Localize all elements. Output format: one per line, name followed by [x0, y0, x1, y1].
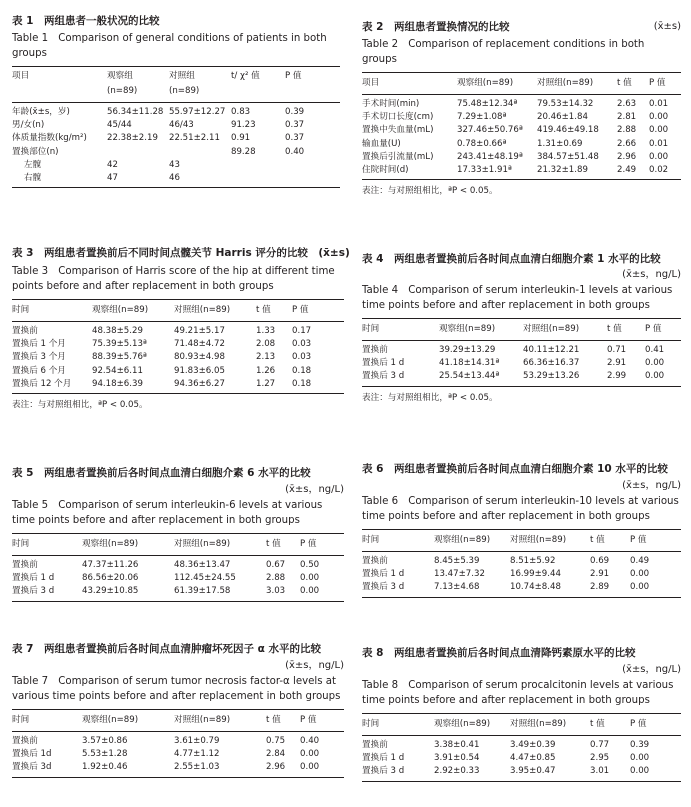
table-row [362, 568, 681, 581]
table-header-cell: 对照组(n=89) [174, 539, 231, 549]
table-cell: 0.00 [630, 753, 650, 764]
table-row [362, 752, 681, 765]
table-cell: 1.31±0.69 [537, 138, 583, 149]
table-cell: 0.00 [300, 762, 320, 773]
table-cell: 41.18±14.31ª [439, 358, 500, 369]
table-header-cell: 观察组(n=89) [82, 539, 139, 549]
table-6-caption-en: Table 6 Comparison of serum interleukin-10 levels at various time points before and after replacement in both groups [362, 496, 679, 522]
table-cell: 8.51±5.92 [510, 556, 556, 566]
table-note: 表注：与对照组相比，ªP < 0.05。 [362, 392, 498, 403]
table-cell: 0.41 [645, 345, 665, 355]
table-header-cell: 对照组(n=89) [174, 715, 231, 725]
table-cell: 2.84 [266, 749, 286, 760]
table-cell: 13.47±7.32 [434, 569, 485, 580]
table-row [362, 357, 681, 370]
table-cell: 3.57±0.86 [82, 736, 128, 746]
table-7-unit: (x̄±s，ng/L) [285, 660, 344, 671]
table-cell: 53.29±13.26 [523, 371, 580, 382]
table-header-cell: 对照组(n=89) [174, 305, 231, 315]
table-cell: 4.77±1.12 [174, 749, 220, 760]
table-cell: 7.13±4.68 [434, 582, 480, 593]
table-header-cell: 时间 [362, 535, 380, 545]
table-cell: 0.00 [630, 569, 650, 580]
table-3-caption-cn: 表 3 两组患者置换前后不同时间点髋关节 Harris 评分的比较 (x̄±s) [12, 247, 350, 259]
table-row [362, 552, 681, 568]
table-cell: 2.95 [590, 753, 610, 764]
table-header-cell: 时间 [362, 719, 380, 729]
table-cell: 0.00 [300, 749, 320, 760]
table-cell: 0.00 [645, 371, 665, 382]
table-cell: 2.99 [607, 371, 627, 382]
table-cell: 4.47±0.85 [510, 753, 556, 764]
table-cell: 0.18 [292, 378, 312, 389]
table-cell: 75.39±5.13ª [92, 339, 147, 350]
table-cell: 置换后 3 个月 [12, 352, 66, 363]
table-cell: 112.45±24.55 [174, 573, 236, 584]
table-8 [362, 646, 681, 782]
table-header-row [362, 530, 681, 551]
table-cell: 21.32±1.89 [537, 165, 588, 176]
table-cell: 0.69 [590, 556, 610, 566]
table-header-cell: t 值 [256, 305, 271, 315]
table-header-cell: 观察组(n=89) [457, 78, 514, 88]
table-cell: 2.63 [617, 99, 637, 109]
table-row [12, 338, 344, 351]
table-cell: 0.78±0.66ª [457, 138, 507, 149]
table-4-unit: (x̄±s，ng/L) [622, 269, 681, 280]
table-header-cell: 时间 [12, 539, 30, 549]
table-cell: 置换中失血量(mL) [362, 125, 434, 136]
table-cell: 0.00 [630, 766, 650, 777]
table-6 [362, 462, 681, 598]
table-cell: 80.93±4.98 [174, 352, 225, 363]
table-cell: 置换后 3d [12, 762, 52, 773]
table-cell: 2.96 [266, 762, 286, 773]
table-cell: 0.00 [300, 573, 320, 584]
table-7-caption-en: Table 7 Comparison of serum tumor necrosis factor-α levels at various time points before and after replacement in both groups [12, 676, 341, 702]
table-cell: 2.96 [617, 151, 637, 162]
table-row [12, 119, 340, 132]
table-row [362, 111, 681, 124]
table-cell: 住院时间(d) [362, 165, 409, 176]
table-cell [169, 146, 231, 159]
table-cell: 手术切口长度(cm) [362, 112, 434, 123]
table-cell: 384.57±51.48 [537, 151, 599, 162]
table-cell: 47.37±11.26 [82, 560, 139, 570]
table-cell: 2.49 [617, 165, 637, 176]
table-header-cell: P 值 [292, 305, 309, 315]
table-cell: 2.08 [256, 339, 276, 350]
table-7-caption-cn: 表 7 两组患者置换前后各时间点血清肿瘤坏死因子 α 水平的比较 [12, 643, 321, 655]
table-header-cell: 观察组(n=89) [434, 719, 491, 729]
table-cell: 0.40 [285, 146, 305, 157]
table-cell: 22.51±2.11 [169, 133, 220, 144]
table-cell: 0.00 [649, 151, 669, 162]
table-row [12, 556, 344, 572]
table-header-row [12, 534, 344, 555]
table-note: 表注：与对照组相比，ªP < 0.05。 [12, 400, 148, 411]
table-cell: 0.00 [649, 125, 669, 136]
table-cell: 0.75 [266, 736, 286, 746]
table-cell: 0.03 [292, 352, 312, 363]
table-header-cell: 观察组(n=89) [82, 715, 139, 725]
table-cell: 243.41±48.19ª [457, 151, 523, 162]
table-header-cell: P 值 [645, 324, 662, 334]
table-row [12, 132, 340, 145]
table-8-caption-en: Table 8 Comparison of serum procalcitonin levels at various time points before and after replacement in both groups [362, 680, 674, 706]
table-cell: 0.83 [231, 107, 251, 117]
table-cell: 0.00 [649, 112, 669, 123]
table-cell: 43.29±10.85 [82, 586, 139, 597]
table-header-cell: 对照组(n=89) [537, 78, 594, 88]
table-5-caption-en: Table 5 Comparison of serum interleukin-6 levels at various time points before and after replacement in both groups [12, 500, 323, 526]
table-header-row [12, 710, 344, 731]
table-header-row [12, 67, 340, 102]
table-cell: 8.45±5.39 [434, 556, 480, 566]
table-cell: 45/44 [107, 120, 132, 131]
table-header-cell: 观察组(n=89) [92, 305, 149, 315]
table-cell: 置换后 12 个月 [12, 378, 72, 389]
table-1 [12, 14, 340, 188]
table-cell: 2.81 [617, 112, 637, 123]
table-row [12, 365, 344, 378]
table-cell: 输血量(U) [362, 138, 401, 149]
table-note: 表注：与对照组相比，ªP < 0.05。 [362, 186, 498, 197]
table-cell: 61.39±17.58 [174, 586, 231, 597]
table-row [12, 585, 344, 600]
table-cell: 2.88 [617, 125, 637, 136]
table-cell: 2.89 [590, 582, 610, 593]
table-row [12, 572, 344, 585]
table-cell: 17.33±1.91ª [457, 165, 512, 176]
table-header-cell: 观察组 (n=89) [107, 71, 138, 96]
table-cell: 94.36±6.27 [174, 378, 225, 389]
table-row [362, 138, 681, 151]
table-cell: 3.01 [590, 766, 610, 777]
table-row [362, 370, 681, 385]
table-header-cell: P 值 [649, 78, 666, 88]
table-cell: 5.53±1.28 [82, 749, 128, 760]
table-cell: 体质量指数(kg/m²) [12, 133, 87, 144]
table-cell [285, 159, 315, 172]
table-cell: 46/43 [169, 120, 194, 131]
table-cell: 置换后 6 个月 [12, 365, 66, 376]
table-cell: 0.40 [300, 736, 320, 746]
table-header-cell: 观察组(n=89) [439, 324, 496, 334]
table-cell: 置换部位(n) [12, 146, 59, 157]
table-header-cell: 对照组(n=89) [510, 719, 567, 729]
table-row [362, 581, 681, 596]
table-cell: 0.02 [649, 165, 669, 176]
table-cell: 置换后 3 d [362, 582, 405, 593]
table-cell: 56.34±11.28 [107, 107, 164, 117]
table-cell: 47 [107, 173, 118, 184]
table-cell: 66.36±16.37 [523, 358, 580, 369]
table-cell: 手术时间(min) [362, 99, 420, 109]
table-cell: 0.00 [300, 586, 320, 597]
table-cell: 0.71 [607, 345, 627, 355]
table-row [12, 732, 344, 748]
table-cell: 88.39±5.76ª [92, 352, 147, 363]
table-cell: 年龄(x̄±s，岁) [12, 107, 70, 117]
table-cell: 0.18 [292, 365, 312, 376]
table-cell: 2.55±1.03 [174, 762, 220, 773]
table-cell: 男/女(n) [12, 120, 45, 131]
table-cell: 左髋 [24, 159, 42, 170]
table-row [362, 95, 681, 111]
table-cell: 46 [169, 173, 180, 184]
table-6-caption-cn: 表 6 两组患者置换前后各时间点血清白细胞介素 10 水平的比较 [362, 463, 668, 475]
table-cell: 0.77 [590, 740, 610, 750]
table-cell: 1.27 [256, 378, 276, 389]
table-header-cell: P 值 [630, 535, 647, 545]
table-6-unit: (x̄±s，ng/L) [622, 480, 681, 491]
table-cell: 0.50 [300, 560, 320, 570]
table-4 [362, 252, 681, 405]
table-1-caption-en: Table 1 Comparison of general conditions of patients in both groups [12, 33, 327, 59]
table-cell: 右髋 [24, 173, 42, 184]
table-header-cell: 对照组(n=89) [510, 535, 567, 545]
table-cell [285, 172, 315, 185]
table-header-row [362, 73, 681, 94]
table-cell: 22.38±2.19 [107, 133, 158, 144]
table-header-row [362, 714, 681, 735]
table-cell: 1.33 [256, 326, 276, 336]
table-cell: 75.48±12.34ª [457, 99, 518, 109]
table-2-unit: (x̄±s) [653, 21, 681, 32]
table-cell: 89.28 [231, 146, 256, 157]
table-cell: 42 [107, 159, 118, 170]
table-cell: 3.49±0.39 [510, 740, 556, 750]
table-8-unit: (x̄±s，ng/L) [622, 664, 681, 675]
table-cell: 0.49 [630, 556, 650, 566]
table-header-row [362, 319, 681, 340]
table-cell: 43 [169, 159, 180, 170]
table-cell: 2.91 [590, 569, 610, 580]
table-cell: 10.74±8.48 [510, 582, 561, 593]
table-cell: 0.01 [649, 99, 669, 109]
table-row [12, 159, 340, 172]
table-header-cell: P 值 [300, 539, 317, 549]
table-1-caption-cn: 表 1 两组患者一般状况的比较 [12, 15, 160, 27]
table-cell: 置换后 1 d [362, 753, 405, 764]
table-cell: 25.54±13.44ª [439, 371, 500, 382]
table-row [12, 761, 344, 776]
table-cell: 置换后 1 d [362, 358, 405, 369]
table-row [12, 146, 340, 159]
table-header-cell: 项目 [362, 78, 380, 88]
table-cell: 2.13 [256, 352, 276, 363]
table-cell: 置换前 [362, 740, 388, 750]
table-cell: 79.53±14.32 [537, 99, 594, 109]
table-cell: 0.03 [292, 339, 312, 350]
table-2-caption-en: Table 2 Comparison of replacement conditions in both groups [362, 39, 645, 65]
table-cell: 55.97±12.27 [169, 107, 226, 117]
table-cell: 置换前 [12, 326, 38, 336]
table-3 [12, 246, 350, 412]
table-row [362, 151, 681, 164]
table-cell: 3.91±0.54 [434, 753, 480, 764]
table-row [12, 172, 340, 187]
table-cell: 置换后 1d [12, 749, 52, 760]
table-header-cell: t 值 [617, 78, 632, 88]
table-cell: 置换后 1 d [362, 569, 405, 580]
table-cell: 2.66 [617, 138, 637, 149]
table-cell: 7.29±1.08ª [457, 112, 507, 123]
table-cell: 3.38±0.41 [434, 740, 480, 750]
table-cell: 49.21±5.17 [174, 326, 225, 336]
table-row [12, 103, 340, 119]
table-header-cell: 时间 [12, 305, 30, 315]
table-header-cell: 时间 [362, 324, 380, 334]
table-header-cell: P 值 [630, 719, 647, 729]
table-8-caption-cn: 表 8 两组患者置换前后各时间点血清降钙素原水平的比较 [362, 647, 636, 659]
table-cell: 3.03 [266, 586, 286, 597]
table-row [362, 765, 681, 780]
table-cell: 20.46±1.84 [537, 112, 588, 123]
table-cell: 1.92±0.46 [82, 762, 128, 773]
table-header-cell: 项目 [12, 71, 30, 81]
table-header-row [12, 300, 344, 321]
table-5 [12, 466, 344, 602]
table-cell: 91.23 [231, 120, 256, 131]
table-cell: 置换前 [362, 556, 388, 566]
table-cell: 1.26 [256, 365, 276, 376]
table-3-caption-en: Table 3 Comparison of Harris score of the hip at different time points before and after replacement in both groups [12, 266, 335, 292]
table-row [12, 378, 344, 393]
table-cell: 置换后 1 个月 [12, 339, 66, 350]
table-cell: 39.29±13.29 [439, 345, 496, 355]
table-5-unit: (x̄±s，ng/L) [285, 484, 344, 495]
table-cell: 0.67 [266, 560, 286, 570]
table-header-cell: t 值 [266, 715, 281, 725]
table-cell: 91.83±6.05 [174, 365, 225, 376]
table-cell [107, 146, 169, 159]
table-row [362, 164, 681, 179]
table-cell: 71.48±4.72 [174, 339, 225, 350]
table-cell: 置换后引流量(mL) [362, 151, 434, 162]
table-cell [231, 159, 285, 172]
table-cell: 48.38±5.29 [92, 326, 143, 336]
table-cell: 置换前 [12, 736, 38, 746]
table-header-cell: P 值 [300, 715, 317, 725]
table-row [362, 124, 681, 137]
table-header-cell: P 值 [285, 71, 302, 81]
table-4-caption-cn: 表 4 两组患者置换前后各时间点血清白细胞介素 1 水平的比较 [362, 253, 661, 265]
table-row [362, 736, 681, 752]
table-cell: 40.11±12.21 [523, 345, 580, 355]
table-cell: 置换后 1 d [12, 573, 55, 584]
table-cell: 2.91 [607, 358, 627, 369]
table-cell: 置换前 [362, 345, 388, 355]
table-cell: 0.00 [645, 358, 665, 369]
table-header-cell: t 值 [590, 719, 605, 729]
table-row [12, 322, 344, 338]
table-cell: 48.36±13.47 [174, 560, 231, 570]
table-header-cell: t 值 [266, 539, 281, 549]
table-row [362, 341, 681, 357]
table-header-cell: t 值 [607, 324, 622, 334]
table-2 [362, 20, 681, 198]
table-cell: 94.18±6.39 [92, 378, 143, 389]
table-5-caption-cn: 表 5 两组患者置换前后各时间点血清白细胞介素 6 水平的比较 [12, 467, 311, 479]
table-cell: 0.37 [285, 120, 305, 131]
table-cell: 0.39 [285, 107, 305, 117]
table-cell: 92.54±6.11 [92, 365, 143, 376]
table-cell: 16.99±9.44 [510, 569, 561, 580]
table-cell: 3.95±0.47 [510, 766, 556, 777]
table-cell: 3.61±0.79 [174, 736, 220, 746]
table-cell: 0.00 [630, 582, 650, 593]
table-cell: 0.17 [292, 326, 312, 336]
table-cell: 0.91 [231, 133, 251, 144]
table-2-caption-cn: 表 2 两组患者置换情况的比较 [362, 21, 510, 33]
table-cell [231, 172, 285, 185]
table-cell: 置换前 [12, 560, 38, 570]
table-cell: 0.39 [630, 740, 650, 750]
table-cell: 86.56±20.06 [82, 573, 139, 584]
table-header-cell: 对照组 (n=89) [169, 71, 200, 96]
table-cell: 置换后 3 d [362, 371, 405, 382]
table-7 [12, 642, 344, 778]
table-4-caption-en: Table 4 Comparison of serum interleukin-1 levels at various time points before and after replacement in both groups [362, 285, 673, 311]
table-row [12, 351, 344, 364]
table-cell: 2.88 [266, 573, 286, 584]
table-header-cell: t/ χ² 值 [231, 71, 260, 81]
table-header-cell: 对照组(n=89) [523, 324, 580, 334]
table-row [12, 748, 344, 761]
table-cell: 2.92±0.33 [434, 766, 480, 777]
table-cell: 419.46±49.18 [537, 125, 599, 136]
table-header-cell: 观察组(n=89) [434, 535, 491, 545]
table-cell: 置换后 3 d [362, 766, 405, 777]
table-cell: 0.37 [285, 133, 305, 144]
table-header-cell: t 值 [590, 535, 605, 545]
table-cell: 327.46±50.76ª [457, 125, 523, 136]
table-cell: 0.01 [649, 138, 669, 149]
table-header-cell: 时间 [12, 715, 30, 725]
table-cell: 置换后 3 d [12, 586, 55, 597]
